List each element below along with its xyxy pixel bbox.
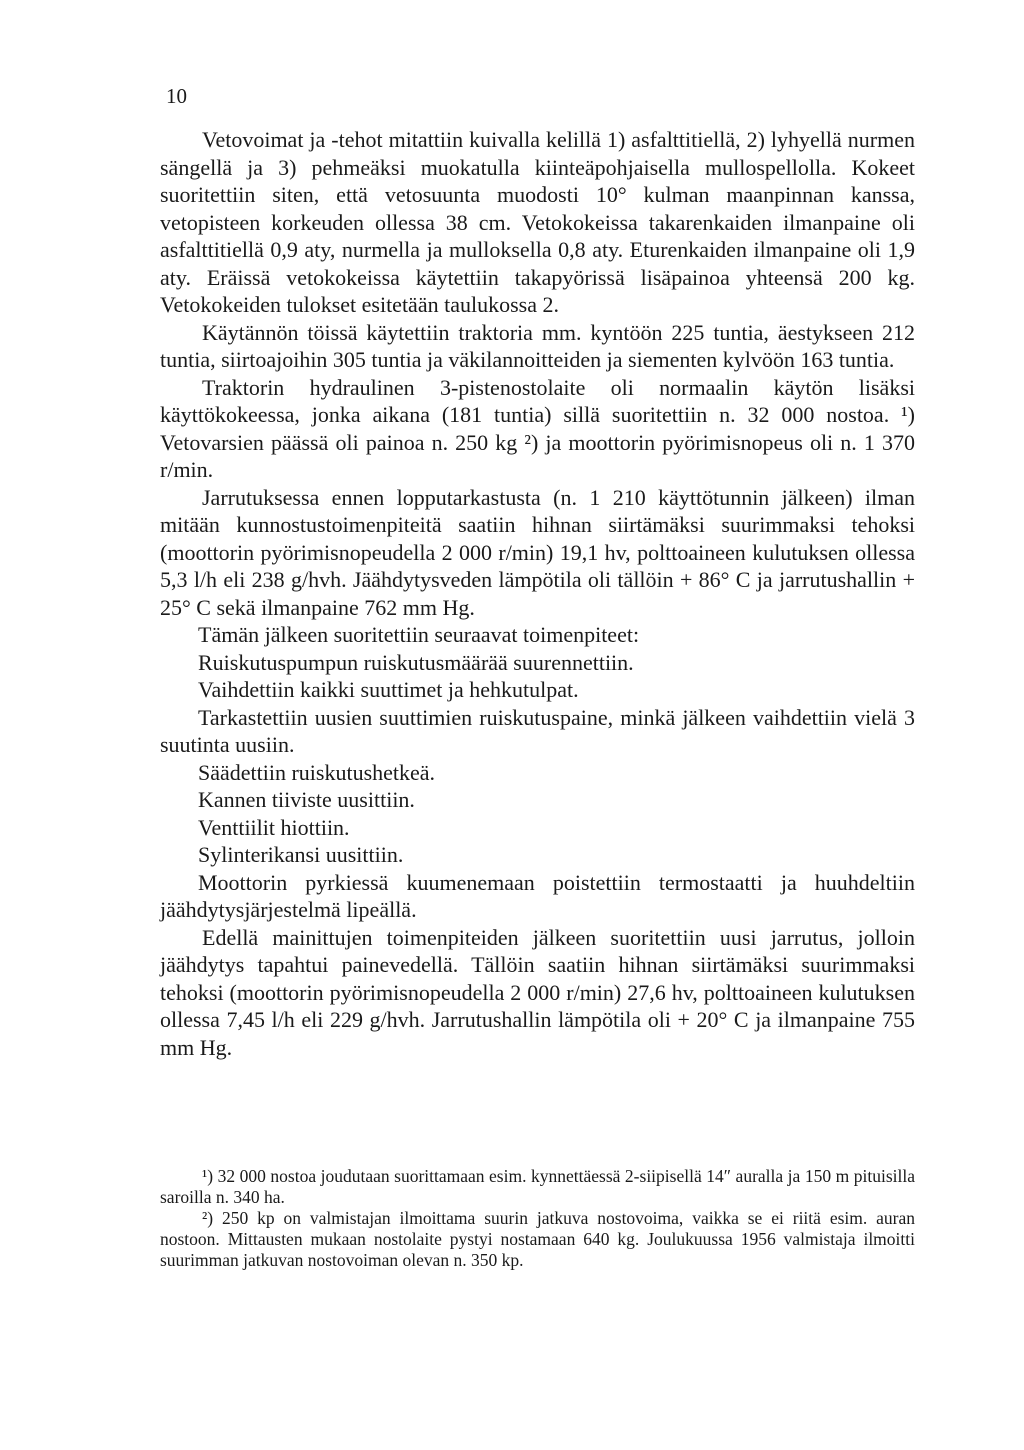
footnote-1: ¹) 32 000 nostoa joudutaan suorittamaan esim. kynnettäessä 2-siipisellä 14″ auralla ja 150 m pituisilla saroilla n. 340 ha. <box>160 1166 915 1207</box>
steps-intro: Tämän jälkeen suoritettiin seuraavat toimenpiteet: <box>198 622 640 647</box>
step-item: Ruiskutuspumpun ruiskutusmäärää suurennettiin. <box>198 649 634 675</box>
step-item: Vaihdettiin kaikki suuttimet ja hehkutulpat. <box>198 677 579 702</box>
paragraph-brake-test: Jarrutuksessa ennen lopputarkastusta (n. 1 210 käyttötunnin jälkeen) ilman mitään kunnostustoimenpiteitä saatiin hihnan siirtämäksi suurimmaksi tehoksi (moottorin pyörimisnopeudella 2 000 r/min) 19,1 hv, polttoaineen kulutuksen ollessa 5,3 l/h eli 238 g/hvh. Jäähdytysveden lämpötila oli tällöin + 86° C ja jarrutushallin + 25° C sekä ilmanpaine 762 mm Hg. <box>160 484 915 620</box>
step-item: Sylinterikansi uusittiin. <box>198 842 404 867</box>
step-item: Säädettiin ruiskutushetkeä. <box>198 759 436 785</box>
footnote-2: ²) 250 kp on valmistajan ilmoittama suurin jatkuva nostovoima, vaikka se ei riitä esim. auran nostoon. Mittausten mukaan nostolaite pystyi nostamaan 640 kg. Joulukuussa 1956 valmistaja ilmoitti suurimman jatkuvan nostovoiman olevan n. 350 kp. <box>160 1208 915 1270</box>
main-text <box>160 126 915 1061</box>
step-item: Kannen tiiviste uusittiin. <box>198 787 415 812</box>
paragraph-field-work: Käytännön töissä käytettiin traktoria mm. kyntöön 225 tuntia, äestykseen 212 tuntia, siirtoajoihin 305 tuntia ja väkilannoitteiden ja siementen kylvöön 163 tuntia. <box>160 319 915 372</box>
step-item: Tarkastettiin uusien suuttimien ruiskutuspaine, minkä jälkeen vaihdettiin vielä 3 suutinta uusiin. <box>160 704 915 757</box>
step-item: Venttiilit hiottiin. <box>198 814 350 840</box>
paragraph-traction-tests: Vetovoimat ja -tehot mitattiin kuivalla kelillä 1) asfalttitiellä, 2) lyhyellä nurmen sängellä ja 3) pehmeäksi muokatulla kiinteäpohjaisella mullospellolla. Kokeet suoritettiin siten, että vetosuunta muodosti 10° kulman maanpinnan kanssa, vetopisteen korkeuden ollessa 38 cm. Vetokokeissa takarenkaiden ilmanpaine oli asfalttitiellä 0,9 aty, nurmella ja mulloksella 0,8 aty. Eturenkaiden ilmanpaine oli 1,9 aty. Eräissä vetokokeissa käytettiin takapyörissä lisäpainoa yhteensä 200 kg. Vetokokeiden tulokset esitetään taulukossa 2. <box>160 127 915 317</box>
paragraph-final-brake-test: Edellä mainittujen toimenpiteiden jälkeen suoritettiin uusi jarrutus, jolloin jäähdytys tapahtui painevedellä. Tällöin saatiin hihnan siirtämäksi suurimmaksi tehoksi (moottorin pyörimisnopeudella 2 000 r/min) 27,6 hv, polttoaineen kulutuksen ollessa 7,45 l/h eli 229 g/hvh. Jarrutushallin lämpötila oli + 20° C ja ilmanpaine 755 mm Hg. <box>160 924 915 1060</box>
paragraph-hydraulic-lift: Traktorin hydraulinen 3-pistenostolaite oli normaalin käytön lisäksi käyttökokeessa, jonka aikana (181 tuntia) sillä suoritettiin n. 32 000 nostoa. ¹) Vetovarsien päässä oli painoa n. 250 kg ²) ja moottorin pyörimisnopeus oli n. 1 370 r/min. <box>160 374 915 482</box>
step-item: Moottorin pyrkiessä kuumenemaan poistettiin termostaatti ja huuhdeltiin jäähdytysjärjestelmä lipeällä. <box>160 869 915 922</box>
page-number: 10 <box>166 84 187 108</box>
footnotes <box>160 1166 915 1271</box>
